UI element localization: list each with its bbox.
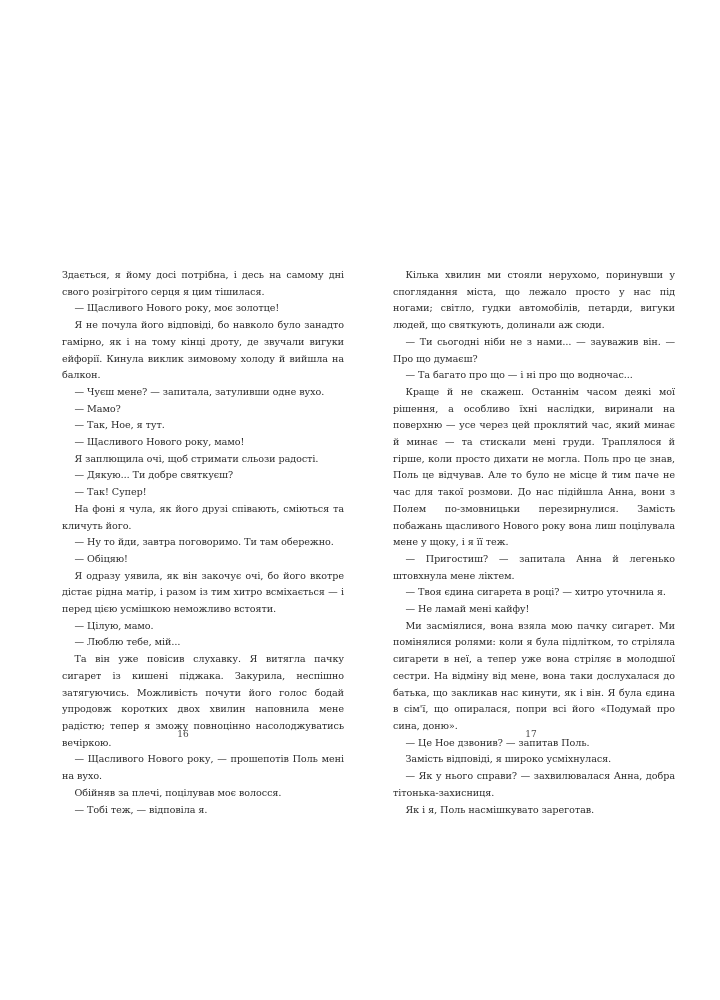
paragraph: — Дякую... Ти добре святкуєш?: [74, 470, 234, 482]
paragraph: На фоні я чула, як його друзі співають, сміються та кличуть його.: [62, 503, 344, 532]
paragraph: — Ну то йди, завтра поговоримо. Ти там обережно.: [74, 537, 334, 549]
left-page-text: [62, 268, 344, 819]
paragraph: Краще й не скажеш. Останнім часом деякі мої рішення, а особливо їхні наслідки, виринали на поверхню — усе через цей проклятий час, який минає й минає — та стискали мені груди. Траплялося й гірше, коли просто дихати не могла. Поль про це знав, Поль це відчував. Але то було не місце й тим паче не час для такої розмови. До нас підійшла Анна, вони з Полем по-змовницьки перезирнулися. Замість побажань щасливого Нового року вона лиш поцілувала мене у щоку, і я її теж.: [393, 386, 675, 549]
paragraph: — Як у нього справи? — захвилювалася Анна, добра тітонька-захисниця.: [393, 771, 675, 799]
paragraph: Та він уже повісив слухавку. Я витягла пачку сигарет із кишені піджака. Закурила, неспішно затягуючись. Можливість почути його голос бодай упродовж коротких двох хвилин наповнила мене радістю; тепер я зможу повноцінно насолоджуватись вечіркою.: [62, 654, 344, 749]
paragraph: Обійняв за плечі, поцілував моє волосся.: [74, 787, 282, 799]
page-number-left: 16: [177, 730, 189, 740]
paragraph: Ми засміялися, вона взяла мою пачку сигарет. Ми помінялися ролями: коли я була підлітком, то стріляла сигарети в неї, а тепер уже вона стріляє в молодшої сестри. На відміну від мене, вона таки дослухалася до батька, що закликав нас кинути, як і він. Я була єдина в сім'ї, що опиралася, попри всі його «Подумай про сина, доню».: [393, 620, 675, 732]
page-number-right: 17: [525, 730, 537, 740]
paragraph: — Щасливого Нового року, мамо!: [74, 437, 245, 449]
paragraph: — Так! Супер!: [74, 487, 147, 499]
paragraph: — Не ламай мені кайфу!: [405, 604, 530, 616]
paragraph: — Обіцяю!: [74, 553, 128, 565]
paragraph: — Щасливого Нового року, — прошепотів Поль мені на вухо.: [62, 754, 344, 783]
paragraph: Я одразу уявила, як він закочує очі, бо його вкотре дістає рідна матір, і разом із тим хитро всміхається — і перед цією усмішкою неможливо встояти.: [62, 570, 344, 616]
paragraph: Я заплющила очі, щоб стримати сльози радості.: [74, 453, 319, 465]
paragraph: — Мамо?: [74, 403, 121, 415]
paragraph: Кілька хвилин ми стояли нерухомо, поринувши у споглядання міста, що лежало просто у нас під ногами; світло, гудки автомобілів, петарди, вигуки людей, що святкують, долинали аж сюди.: [393, 270, 675, 332]
paragraph: Як і я, Поль насмішкувато зареготав.: [405, 804, 595, 816]
paragraph: Замість відповіді, я широко усміхнулася.: [405, 754, 612, 766]
paragraph: — Чуєш мене? — запитала, затуливши одне вухо.: [74, 386, 325, 398]
paragraph: — Ти сьогодні ніби не з нами... — зауважив він. — Про що думаєш?: [393, 336, 675, 365]
paragraph: — Тобі теж, — відповіла я.: [74, 804, 208, 816]
paragraph: — Люблю тебе, мій...: [74, 637, 181, 649]
paragraph: Здається, я йому досі потрібна, і десь на самому дні свого розігрітого серця я цим тішилася.: [62, 270, 344, 298]
paragraph: — Щасливого Нового року, моє золотце!: [74, 303, 280, 315]
paragraph: — Пригостиш? — запитала Анна й легенько штовхнула мене ліктем.: [393, 553, 675, 582]
paragraph: — Та багато про що — і ні про що водночас...: [405, 370, 633, 382]
paragraph: Я не почула його відповіді, бо навколо було занадто гамірно, як і на тому кінці дроту, де звучали вигуки ейфорії. Кинула виклик зимовому холоду й вийшла на балкон.: [62, 320, 344, 382]
paragraph: — Так, Ное, я тут.: [74, 420, 165, 432]
paragraph: — Твоя єдина сигарета в році? — хитро уточнила я.: [405, 587, 666, 599]
paragraph: — Це Ное дзвонив? — запитав Поль.: [405, 737, 590, 749]
paragraph: — Цілую, мамо.: [74, 620, 154, 632]
